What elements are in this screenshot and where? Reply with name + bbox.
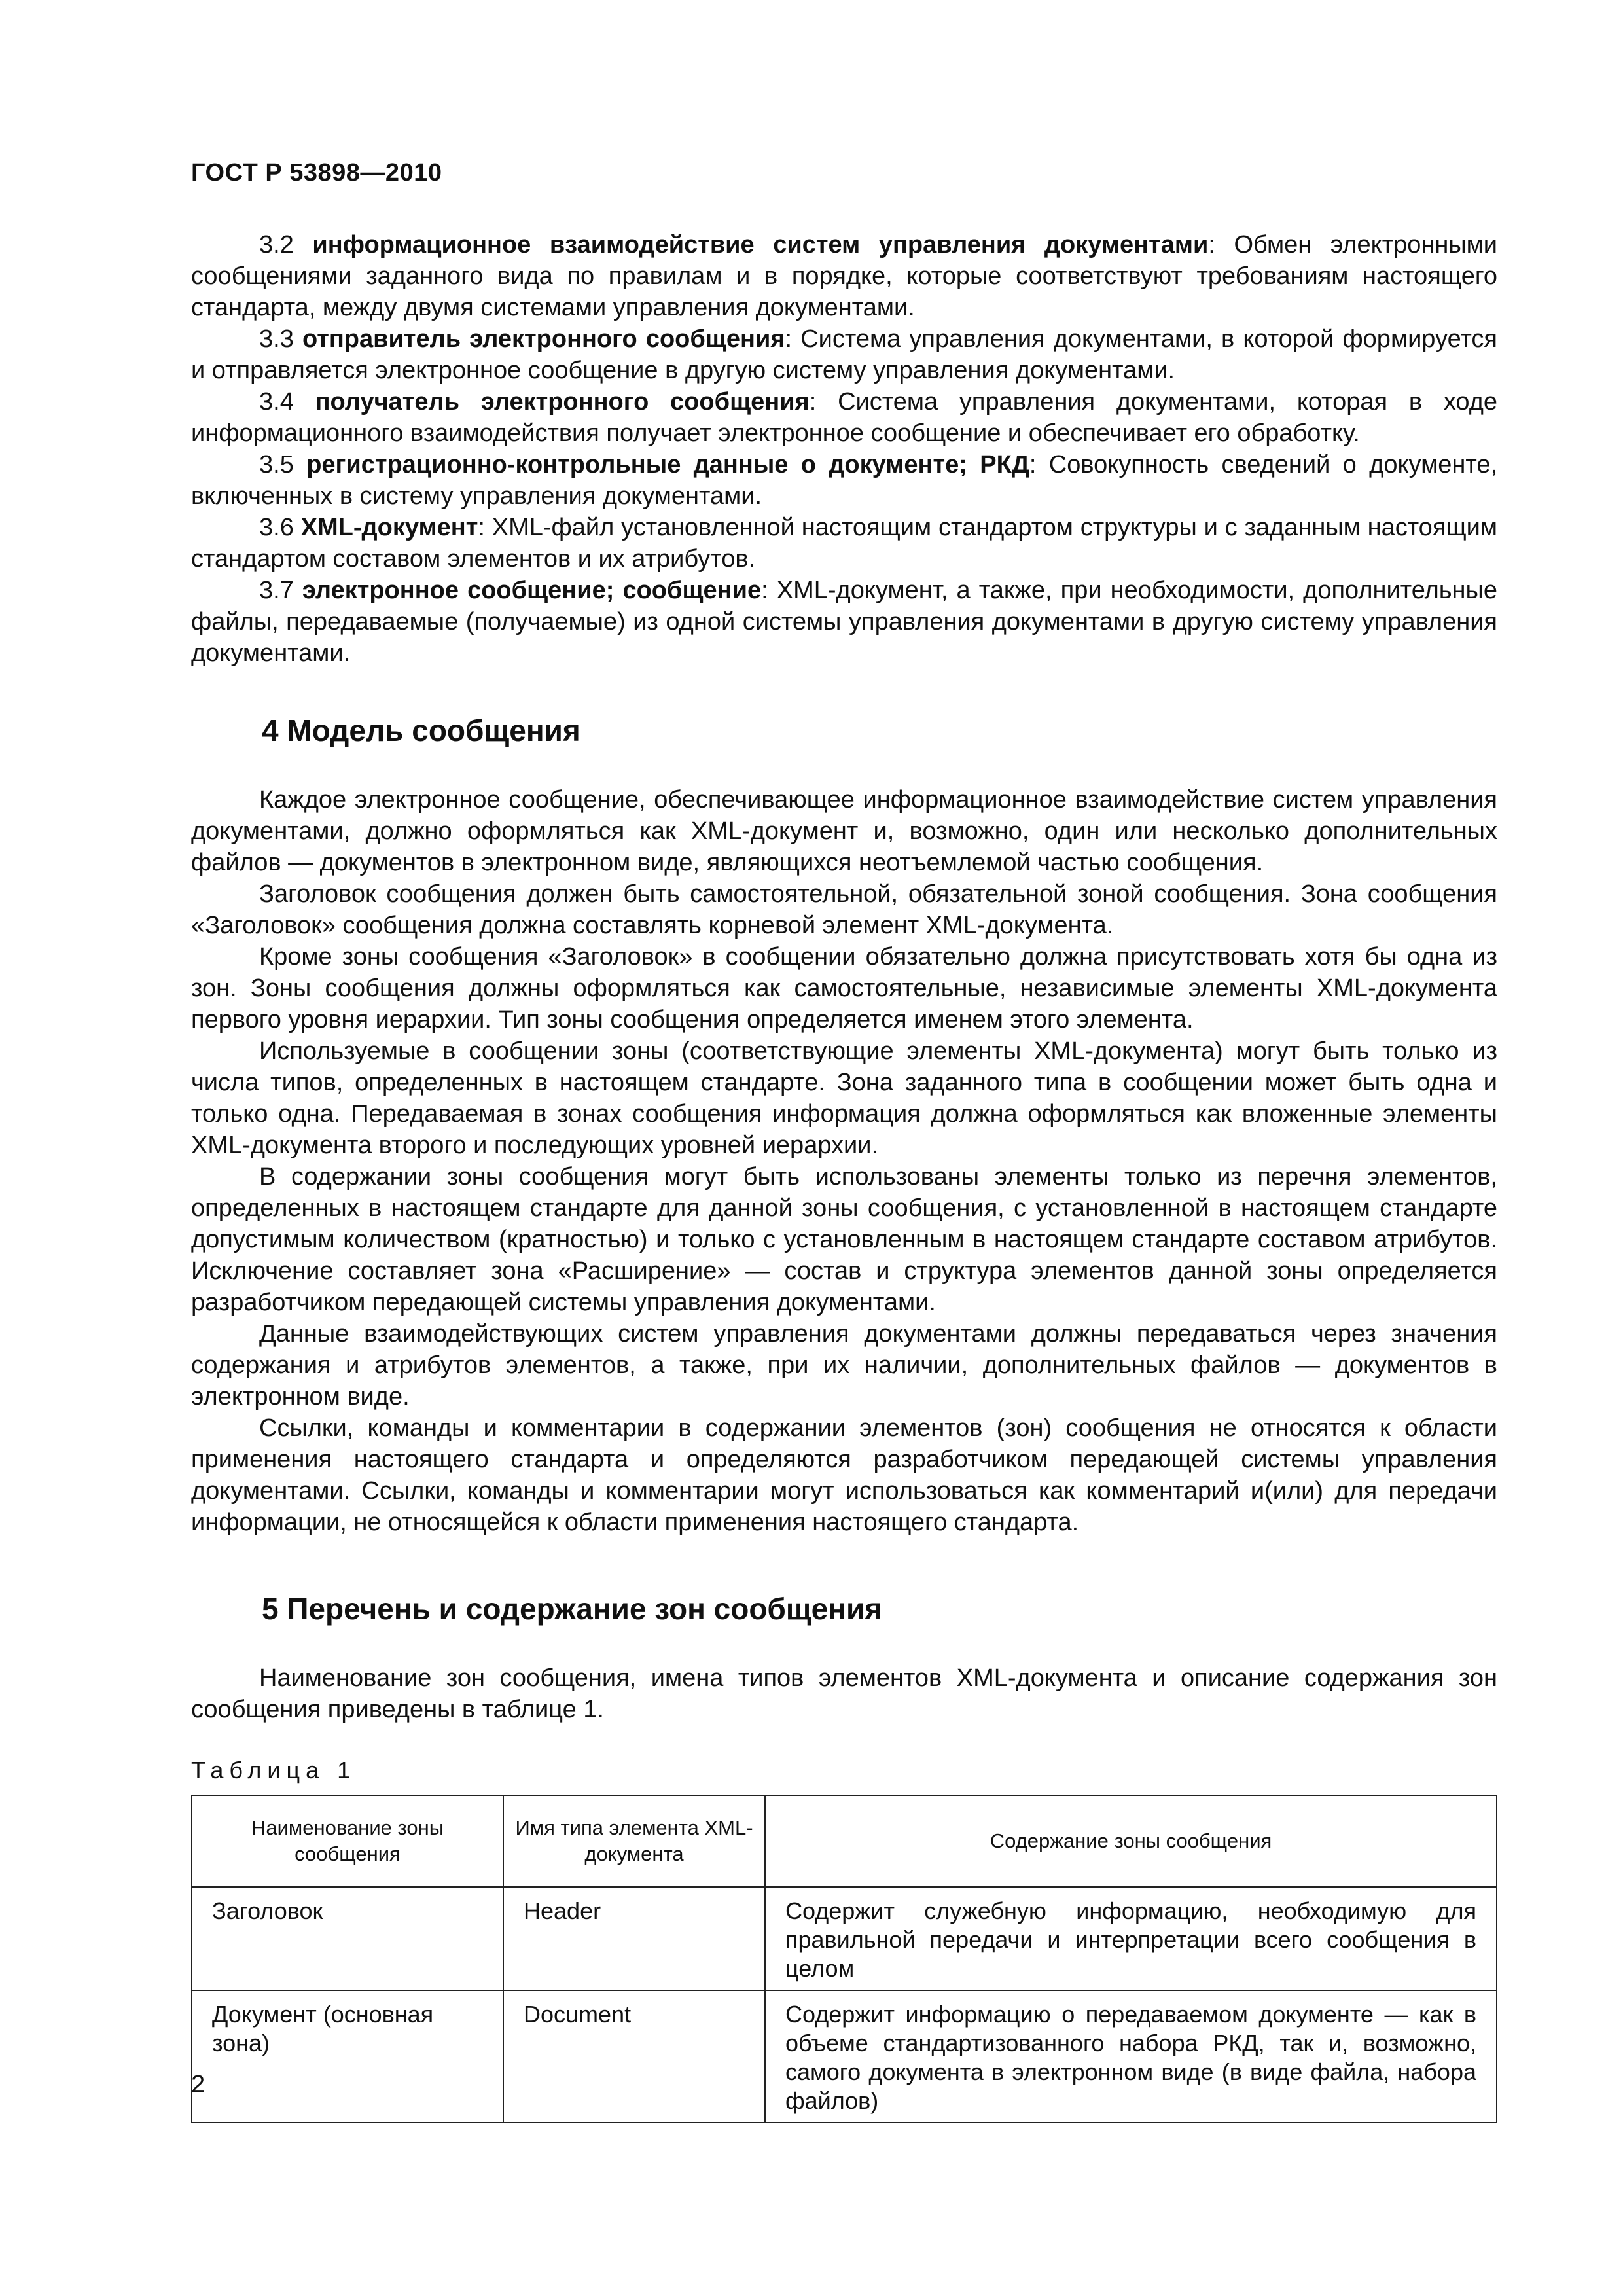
table-cell: Содержит служебную информацию, необходимую для правильной передачи и интерпретации всего сообщения в целом xyxy=(765,1887,1497,1990)
paragraph: Наименование зон сообщения, имена типов элементов XML-документа и описание содержания зон сообщения приведены в таблице 1. xyxy=(191,1664,1497,1723)
paragraph: Каждое электронное сообщение, обеспечивающее информационное взаимодействие систем управления документами, должно оформляться как XML-документ и, возможно, один или несколько дополнительных файлов — документов в электронном виде, являющихся неотъемлемой частью сообщения. xyxy=(191,786,1497,876)
definition-number: 3.7 xyxy=(259,577,294,604)
document-header: ГОСТ Р 53898—2010 xyxy=(191,159,442,187)
definition-text: : Система управления документами, в которой формируется и отправляется электронное сообщение в другую систему управления документами. xyxy=(191,325,1497,384)
definition-3-7 xyxy=(191,575,1497,669)
section-5-title: 5 Перечень и содержание зон сообщения xyxy=(262,1592,883,1626)
definition-term: регистрационно-контрольные данные о документе; РКД xyxy=(306,451,1029,478)
definition-number: 3.4 xyxy=(259,388,294,416)
paragraph: Данные взаимодействующих систем управления документами должны передаваться через значения содержания и атрибутов элементов, а также, при их наличии, дополнительных файлов — документов в электронном виде. xyxy=(191,1320,1497,1410)
section-4-body xyxy=(191,784,1497,1538)
definition-term: электронное сообщение; сообщение xyxy=(302,577,762,604)
table-row xyxy=(192,1990,1497,2123)
section-4-title: 4 Модель сообщения xyxy=(262,713,580,747)
definitions-section xyxy=(191,229,1497,669)
definition-number: 3.6 xyxy=(259,514,294,541)
page-number: 2 xyxy=(191,2071,205,2098)
definition-3-6 xyxy=(191,512,1497,575)
table-header-row xyxy=(192,1795,1497,1887)
definition-3-5 xyxy=(191,449,1497,512)
definition-3-2 xyxy=(191,229,1497,323)
table-cell: Содержит информацию о передаваемом документе — как в объеме стандартизованного набора РКД, так и, возможно, самого документа в электронном виде (в виде файла, набора файлов) xyxy=(765,1990,1497,2123)
table-header-cell: Наименование зоны сообщения xyxy=(192,1795,503,1887)
definition-number: 3.3 xyxy=(259,325,294,353)
table-cell: Document xyxy=(503,1990,765,2123)
definition-number: 3.2 xyxy=(259,231,294,259)
definition-term: информационное взаимодействие систем управления документами xyxy=(312,231,1209,259)
paragraph: Заголовок сообщения должен быть самостоятельной, обязательной зоной сообщения. Зона сообщения «Заголовок» сообщения должна составлять корневой элемент XML-документа. xyxy=(191,880,1497,939)
message-zones-table xyxy=(191,1795,1497,2123)
definition-3-4 xyxy=(191,386,1497,449)
table-cell: Документ (основная зона) xyxy=(192,1990,503,2123)
definition-text: : Обмен электронными сообщениями заданного вида по правилам и в порядке, которые соответствуют требованиям настоящего стандарта, между двумя системами управления документами. xyxy=(191,231,1498,321)
table-cell: Header xyxy=(503,1887,765,1990)
definition-term: отправитель электронного сообщения xyxy=(302,325,785,353)
table-row xyxy=(192,1887,1497,1990)
table-cell: Заголовок xyxy=(192,1887,503,1990)
paragraph: Ссылки, команды и комментарии в содержании элементов (зон) сообщения не относятся к области применения настоящего стандарта и определяются разработчиком передающей системы управления документами. Ссылки, команды и комментарии могут использоваться как комментарий и(или) для передачи информации, не относящейся к области применения настоящего стандарта. xyxy=(191,1414,1497,1536)
table-caption: Таблица 1 xyxy=(191,1757,357,1784)
paragraph: В содержании зоны сообщения могут быть использованы элементы только из перечня элементов, определенных в настоящем стандарте для данной зоны сообщения, с установленной в настоящем стандарте допустимым количеством (кратностью) и только с установленным в настоящем стандарте составом атрибутов. Исключение составляет зона «Расширение» — состав и структура элементов данной зоны определяется разработчиком передающей системы управления документами. xyxy=(191,1163,1497,1316)
definition-term: XML-документ xyxy=(300,514,478,541)
section-5-body xyxy=(191,1662,1497,1725)
definition-text: : XML-документ, а также, при необходимости, дополнительные файлы, передаваемые (получаемые) из одной системы управления документами в другую систему управления документами. xyxy=(191,577,1497,667)
definition-term: получатель электронного сообщения xyxy=(315,388,810,416)
definition-text: : Система управления документами, которая в ходе информационного взаимодействия получает электронное сообщение и обеспечивает его обработку. xyxy=(191,388,1497,447)
definition-text: : XML-файл установленной настоящим стандартом структуры и с заданным настоящим стандартом составом элементов и их атрибутов. xyxy=(191,514,1498,573)
definition-text: : Совокупность сведений о документе, включенных в систему управления документами. xyxy=(191,451,1498,510)
paragraph: Используемые в сообщении зоны (соответствующие элементы XML-документа) могут быть только из числа типов, определенных в настоящем стандарте. Зона заданного типа в сообщении может быть одна и только одна. Передаваемая в зонах сообщения информация должна оформляться как вложенные элементы XML-документа второго и последующих уровней иерархии. xyxy=(191,1037,1497,1159)
definition-3-3 xyxy=(191,323,1497,386)
table-header-cell: Имя типа элемента XML-документа xyxy=(503,1795,765,1887)
definition-number: 3.5 xyxy=(259,451,294,478)
table-header-cell: Содержание зоны сообщения xyxy=(765,1795,1497,1887)
paragraph: Кроме зоны сообщения «Заголовок» в сообщении обязательно должна присутствовать хотя бы одна из зон. Зоны сообщения должны оформляться как самостоятельные, независимые элементы XML-документа первого уровня иерархии. Тип зоны сообщения определяется именем этого элемента. xyxy=(191,943,1497,1033)
